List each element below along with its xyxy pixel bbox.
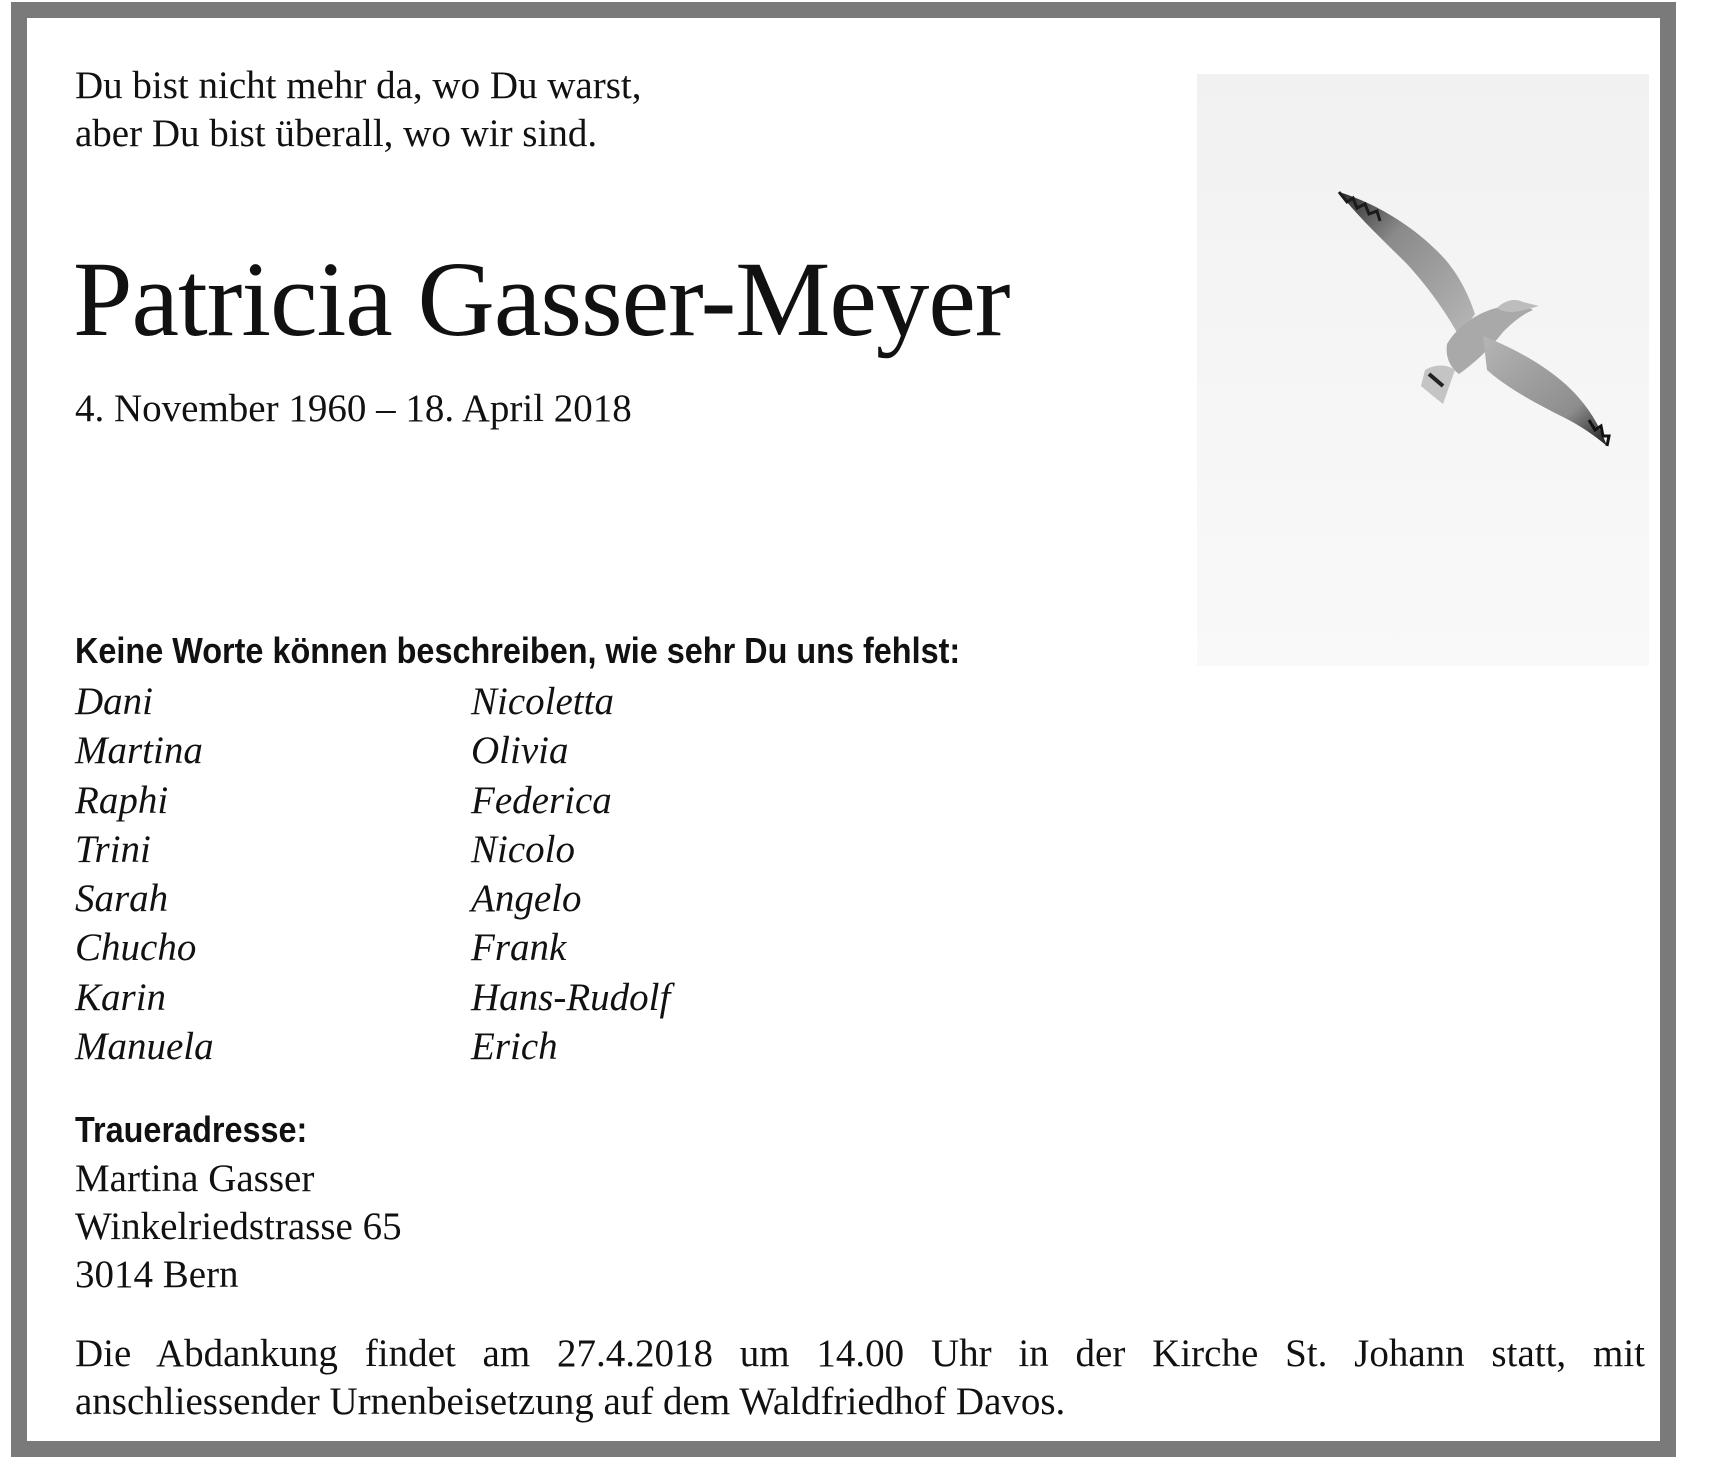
list-item: Trini	[75, 827, 151, 871]
list-item: Federica	[471, 778, 612, 822]
funeral-service-notice	[75, 1330, 1645, 1426]
seagull-photo	[1197, 74, 1649, 666]
address-name: Martina Gasser	[75, 1157, 315, 1200]
seagull-icon	[1197, 74, 1649, 666]
list-item: Karin	[75, 975, 167, 1019]
mourning-address	[75, 1155, 402, 1299]
list-item: Angelo	[471, 877, 582, 921]
motto-line-2: aber Du bist überall, wo wir sind.	[75, 112, 598, 155]
service-line-2: anschliessender Urnenbeisetzung auf dem Waldfriedhof Davos.	[75, 1380, 1066, 1423]
list-item: Raphi	[75, 778, 169, 822]
mourners-column-right	[471, 677, 670, 1071]
mourners-heading: Keine Worte können beschreiben, wie sehr Du uns fehlst:	[75, 630, 961, 671]
list-item: Chucho	[75, 926, 197, 970]
deceased-name: Patricia Gasser-Meyer	[73, 241, 1010, 359]
motto-verse	[75, 62, 642, 158]
address-heading: Traueradresse:	[75, 1109, 308, 1150]
list-item: Dani	[75, 680, 153, 723]
address-city: 3014 Bern	[75, 1253, 239, 1296]
address-street: Winkelriedstrasse 65	[75, 1205, 402, 1248]
list-item: Olivia	[471, 729, 569, 773]
service-line-1: Die Abdankung findet am 27.4.2018 um 14.00 Uhr in der Kirche St. Johann statt, mit	[75, 1332, 1645, 1375]
motto-line-1: Du bist nicht mehr da, wo Du warst,	[75, 64, 642, 107]
mourners-column-left	[75, 677, 214, 1071]
life-dates: 4. November 1960 – 18. April 2018	[75, 387, 632, 430]
list-item: Nicoletta	[471, 680, 614, 723]
list-item: Manuela	[75, 1025, 214, 1069]
list-item: Martina	[75, 729, 203, 773]
list-item: Nicolo	[471, 827, 575, 871]
list-item: Frank	[471, 926, 567, 970]
list-item: Hans-Rudolf	[471, 975, 671, 1019]
list-item: Sarah	[75, 877, 169, 921]
list-item: Erich	[471, 1025, 558, 1069]
